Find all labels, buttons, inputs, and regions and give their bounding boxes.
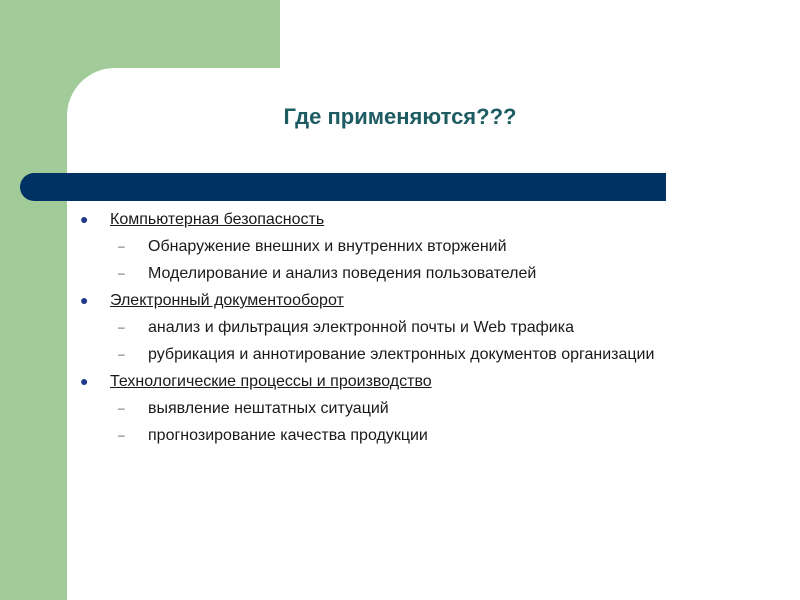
bullet-item-label: Компьютерная безопасность: [110, 211, 325, 228]
bullet-item-label: Электронный документооборот: [110, 292, 344, 309]
bullet-list: [78, 206, 778, 449]
sub-item: [78, 233, 708, 260]
slide-title: Где применяются???: [283, 104, 517, 129]
dash-icon: –: [118, 320, 125, 334]
sub-item: [78, 314, 708, 341]
bullet-item: [78, 287, 778, 314]
dash-icon: –: [118, 266, 125, 280]
sub-item: [78, 395, 708, 422]
sub-item-text: анализ и фильтрация электронной почты и Web трафика: [148, 319, 574, 336]
bullet-item: [78, 206, 778, 233]
dash-icon: –: [118, 239, 125, 253]
sub-item: [78, 260, 708, 287]
sub-item-text: прогнозирование качества продукции: [148, 427, 428, 444]
bullet-dot-icon: ●: [80, 211, 89, 227]
dash-icon: –: [118, 401, 125, 415]
bullet-dot-icon: ●: [80, 292, 89, 308]
sub-item-text: выявление нештатных ситуаций: [148, 400, 389, 417]
sub-item-text: рубрикация и аннотирование электронных документов организации: [148, 346, 655, 363]
sub-item-text: Моделирование и анализ поведения пользователей: [148, 265, 537, 282]
bullet-item-label: Технологические процессы и производство: [110, 373, 432, 390]
sub-item: [78, 341, 708, 368]
bullet-dot-icon: ●: [80, 373, 89, 389]
title-divider-bar: [20, 173, 666, 201]
sub-item: [78, 422, 708, 449]
dash-icon: –: [118, 347, 125, 361]
sub-item-text: Обнаружение внешних и внутренних вторжений: [148, 238, 507, 255]
bullet-item: [78, 368, 778, 395]
dash-icon: –: [118, 428, 125, 442]
